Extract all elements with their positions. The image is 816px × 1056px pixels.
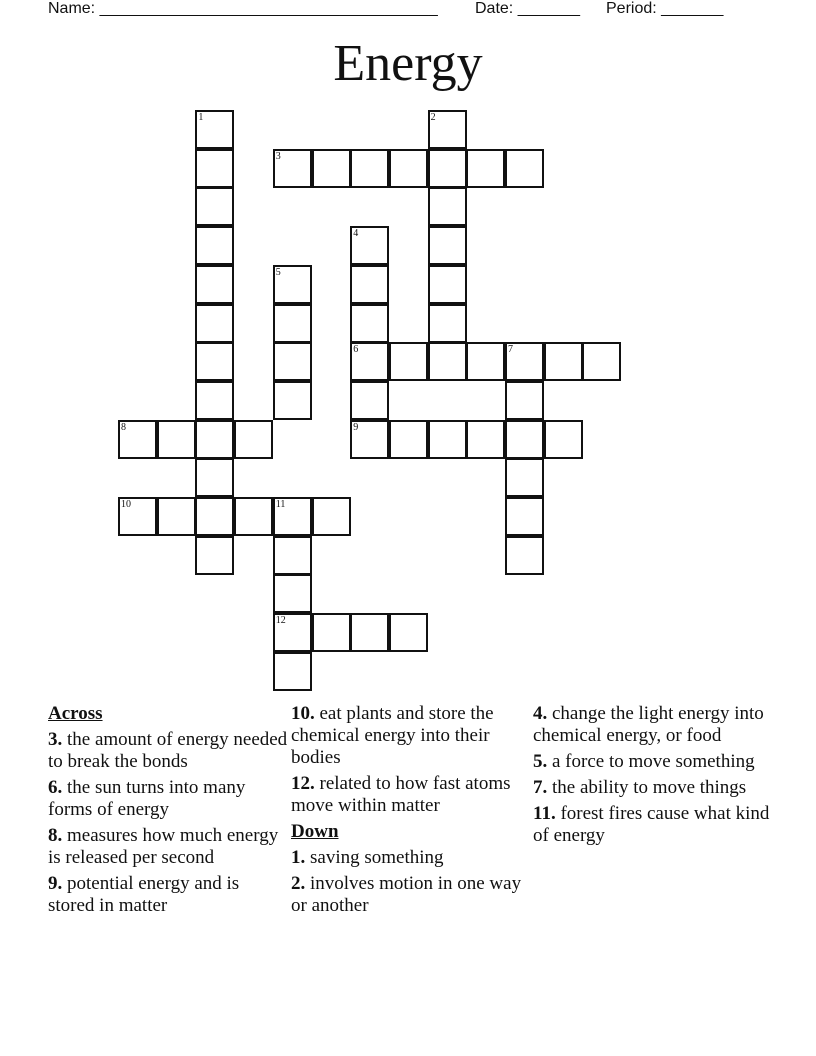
clue-down-5: [533, 751, 773, 773]
grid-cell[interactable]: [273, 497, 312, 536]
grid-cell[interactable]: [273, 613, 312, 652]
grid-cell[interactable]: [389, 342, 428, 381]
period-field-label[interactable]: Period: _______: [606, 0, 724, 17]
grid-cell[interactable]: [544, 420, 583, 459]
cell-number: 5: [275, 266, 281, 278]
clue-number: 7.: [533, 777, 548, 798]
grid-cell[interactable]: [312, 613, 351, 652]
grid-cell[interactable]: [273, 342, 312, 381]
grid-cell[interactable]: [195, 304, 234, 343]
grid-cell[interactable]: [350, 342, 389, 381]
grid-cell[interactable]: [350, 420, 389, 459]
clue-text: potential energy and is stored in matter: [48, 873, 240, 916]
clue-text: eat plants and store the chemical energy into their bodies: [291, 703, 494, 768]
clue-across-8: [48, 825, 288, 869]
grid-cell[interactable]: [466, 342, 505, 381]
clue-text: the amount of energy needed to break the bonds: [48, 729, 288, 772]
clue-text: measures how much energy is released per second: [48, 825, 279, 868]
grid-cell[interactable]: [350, 613, 389, 652]
grid-cell[interactable]: [195, 497, 234, 536]
clue-across-10: [291, 703, 531, 769]
clue-across-9: [48, 873, 288, 917]
cell-number: 6: [353, 344, 359, 356]
grid-cell[interactable]: [312, 497, 351, 536]
cell-number: 11: [275, 499, 286, 510]
down-heading: Down: [291, 821, 339, 842]
clue-number: 3.: [48, 729, 63, 750]
grid-cell[interactable]: [195, 110, 234, 149]
grid-cell[interactable]: [389, 420, 428, 459]
grid-cell[interactable]: [350, 149, 389, 188]
clues-column-3: [533, 703, 773, 851]
grid-cell[interactable]: [505, 497, 544, 536]
cell-number: 8: [121, 421, 126, 433]
grid-cell[interactable]: [157, 497, 196, 536]
grid-cell[interactable]: [195, 420, 234, 459]
date-field-label[interactable]: Date: _______: [475, 0, 580, 17]
grid-cell[interactable]: [428, 149, 467, 188]
grid-cell[interactable]: [273, 652, 312, 691]
clue-number: 1.: [291, 847, 306, 868]
clue-text: the ability to move things: [547, 777, 747, 798]
cell-number: 7: [508, 344, 513, 356]
grid-cell[interactable]: [273, 304, 312, 343]
clue-text: related to how fast atoms move within matter: [291, 773, 511, 816]
clue-down-1: [291, 847, 531, 869]
grid-cell[interactable]: [195, 342, 234, 381]
grid-cell[interactable]: [582, 342, 621, 381]
grid-cell[interactable]: [195, 226, 234, 265]
grid-cell[interactable]: [428, 420, 467, 459]
cell-number: 3: [275, 150, 281, 162]
clues-column-2: [291, 703, 531, 921]
grid-cell[interactable]: [466, 149, 505, 188]
grid-cell[interactable]: [428, 265, 467, 304]
grid-cell[interactable]: [428, 342, 467, 381]
grid-cell[interactable]: [544, 342, 583, 381]
grid-cell[interactable]: [428, 304, 467, 343]
clue-across-12: [291, 773, 531, 817]
clue-across-6: [48, 777, 288, 821]
grid-cell[interactable]: [157, 420, 196, 459]
grid-cell[interactable]: [350, 381, 389, 420]
clue-text: involves motion in one way or another: [291, 873, 522, 916]
grid-cell[interactable]: [389, 149, 428, 188]
clue-number: 12.: [291, 773, 315, 794]
grid-cell[interactable]: [234, 420, 273, 459]
grid-cell[interactable]: [273, 381, 312, 420]
grid-cell[interactable]: [273, 536, 312, 575]
cell-number: 10: [121, 499, 131, 510]
grid-cell[interactable]: [312, 149, 351, 188]
grid-cell[interactable]: [273, 265, 312, 304]
clue-number: 9.: [48, 873, 63, 894]
header-line: [0, 0, 816, 20]
grid-cell[interactable]: [350, 226, 389, 265]
grid-cell[interactable]: [195, 458, 234, 497]
name-field-label[interactable]: Name: ______________________________________: [48, 0, 438, 17]
grid-cell[interactable]: [505, 342, 544, 381]
clue-number: 10.: [291, 703, 315, 724]
clue-down-7: [533, 777, 773, 799]
grid-cell[interactable]: [505, 420, 544, 459]
grid-cell[interactable]: [350, 265, 389, 304]
cell-number: 12: [275, 615, 286, 627]
clue-across-3: [48, 729, 288, 773]
clue-number: 6.: [48, 777, 63, 798]
clue-text: change the light energy into chemical energy, or food: [533, 703, 764, 746]
grid-cell[interactable]: [389, 613, 428, 652]
grid-cell[interactable]: [195, 381, 234, 420]
clues-column-1: [48, 703, 288, 921]
grid-cell[interactable]: [505, 381, 544, 420]
grid-cell[interactable]: [505, 536, 544, 575]
grid-cell[interactable]: [505, 458, 544, 497]
clue-number: 8.: [48, 825, 63, 846]
clue-down-4: [533, 703, 773, 747]
grid-cell[interactable]: [195, 149, 234, 188]
cell-number: 4: [353, 228, 359, 240]
cell-number: 9: [353, 421, 359, 433]
grid-cell[interactable]: [428, 226, 467, 265]
clue-down-2: [291, 873, 531, 917]
cell-number: 1: [198, 112, 204, 123]
grid-cell[interactable]: [273, 149, 312, 188]
grid-cell[interactable]: [118, 420, 157, 459]
clue-number: 5.: [533, 751, 548, 772]
grid-cell[interactable]: [118, 497, 157, 536]
clue-text: saving something: [305, 847, 444, 868]
grid-cell[interactable]: [273, 574, 312, 613]
clue-text: the sun turns into many forms of energy: [48, 777, 246, 820]
grid-cell[interactable]: [234, 497, 273, 536]
grid-cell[interactable]: [195, 536, 234, 575]
clue-down-11: [533, 803, 773, 847]
clue-text: forest fires cause what kind of energy: [533, 803, 770, 846]
grid-cell[interactable]: [428, 187, 467, 226]
grid-cell[interactable]: [466, 420, 505, 459]
clue-number: 2.: [291, 873, 306, 894]
grid-cell[interactable]: [350, 304, 389, 343]
across-heading: Across: [48, 703, 103, 724]
clue-number: 4.: [533, 703, 548, 724]
clue-number: 11.: [533, 803, 556, 824]
grid-cell[interactable]: [195, 265, 234, 304]
page-title: Energy: [333, 35, 483, 92]
clue-text: a force to move something: [547, 751, 755, 772]
grid-cell[interactable]: [428, 110, 467, 149]
grid-cell[interactable]: [505, 149, 544, 188]
grid-cell[interactable]: [195, 187, 234, 226]
cell-number: 2: [430, 112, 436, 123]
